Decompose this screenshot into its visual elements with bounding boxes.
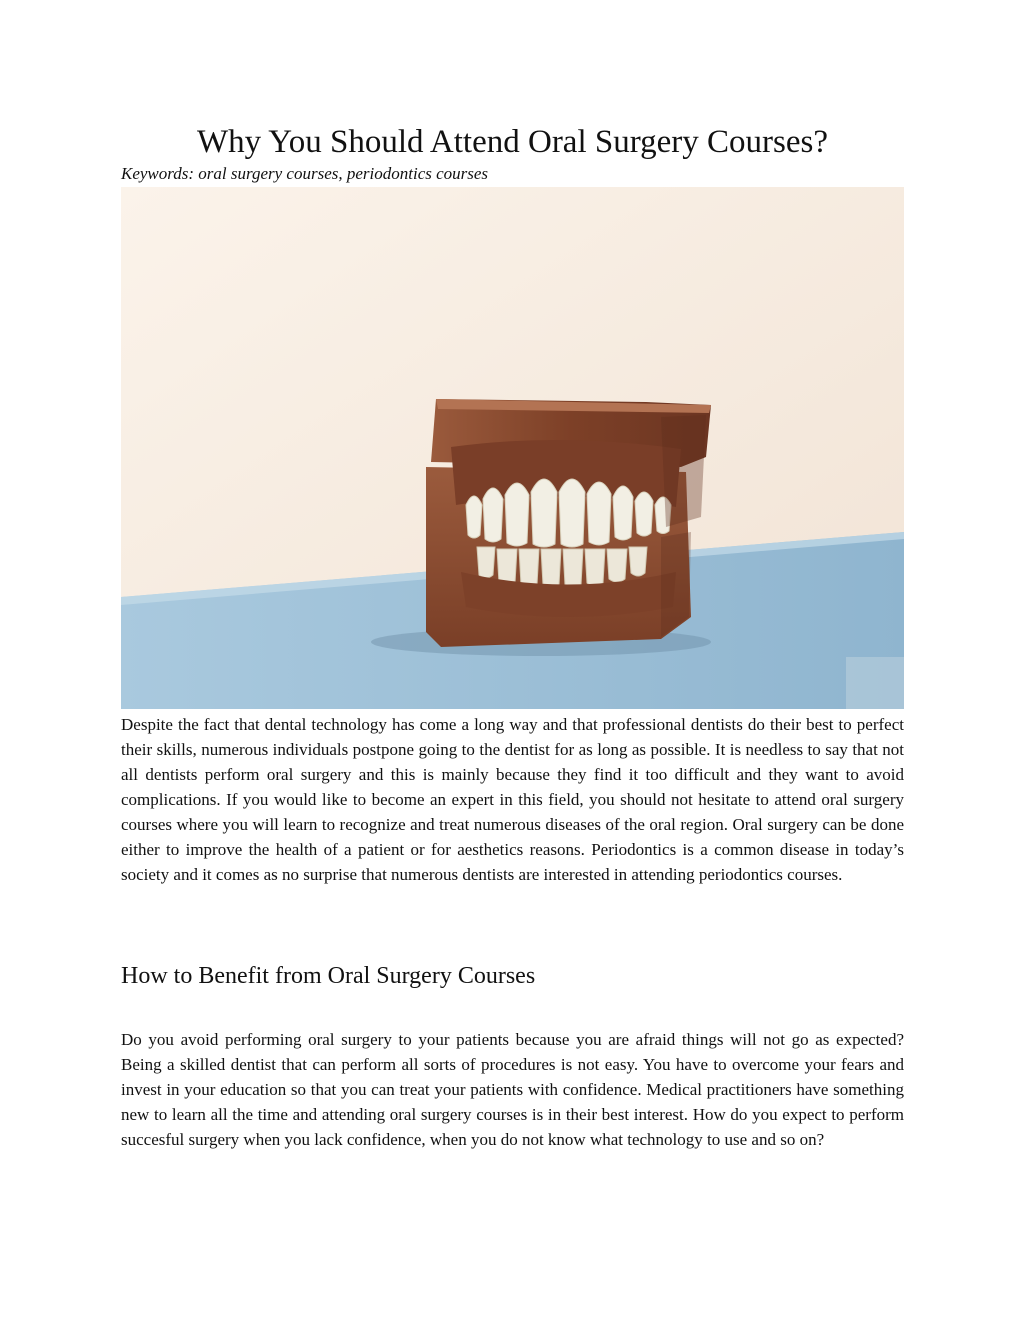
page-title: Why You Should Attend Oral Surgery Courses? [197, 124, 828, 160]
dental-model-illustration [121, 187, 904, 709]
keywords-line: Keywords: oral surgery courses, periodontics courses [121, 164, 489, 183]
benefit-paragraph: Do you avoid performing oral surgery to your patients because you are afraid things will not go as expected? Being a skilled dentist that can perform all sorts of procedures is not easy. You have to overcome your fears and invest in your education so that you can treat your patients with confidence. Medical practitioners have something new to learn all the time and attending oral surgery courses is in their best interest. How do you expect to perform succesful surgery when you lack confidence, when you do not know what technology to use and so on? [121, 1030, 904, 1149]
section-heading: How to Benefit from Oral Surgery Courses [121, 963, 536, 989]
dental-model-photo [121, 187, 904, 709]
intro-paragraph: Despite the fact that dental technology has come a long way and that professional dentists do their best to perfect their skills, numerous individuals postpone going to the dentist for as long as possible. It is needless to say that not all dentists perform oral surgery and this is mainly because they find it too difficult and they want to avoid complications. If you would like to become an expert in this field, you should not hesitate to attend oral surgery courses where you will learn to recognize and treat numerous diseases of the oral region. Oral surgery can be done either to improve the health of a patient or for aesthetics reasons. Periodontics is a common disease in today’s society and it comes as no surprise that numerous dentists are interested in attending periodontics courses. [121, 715, 904, 884]
